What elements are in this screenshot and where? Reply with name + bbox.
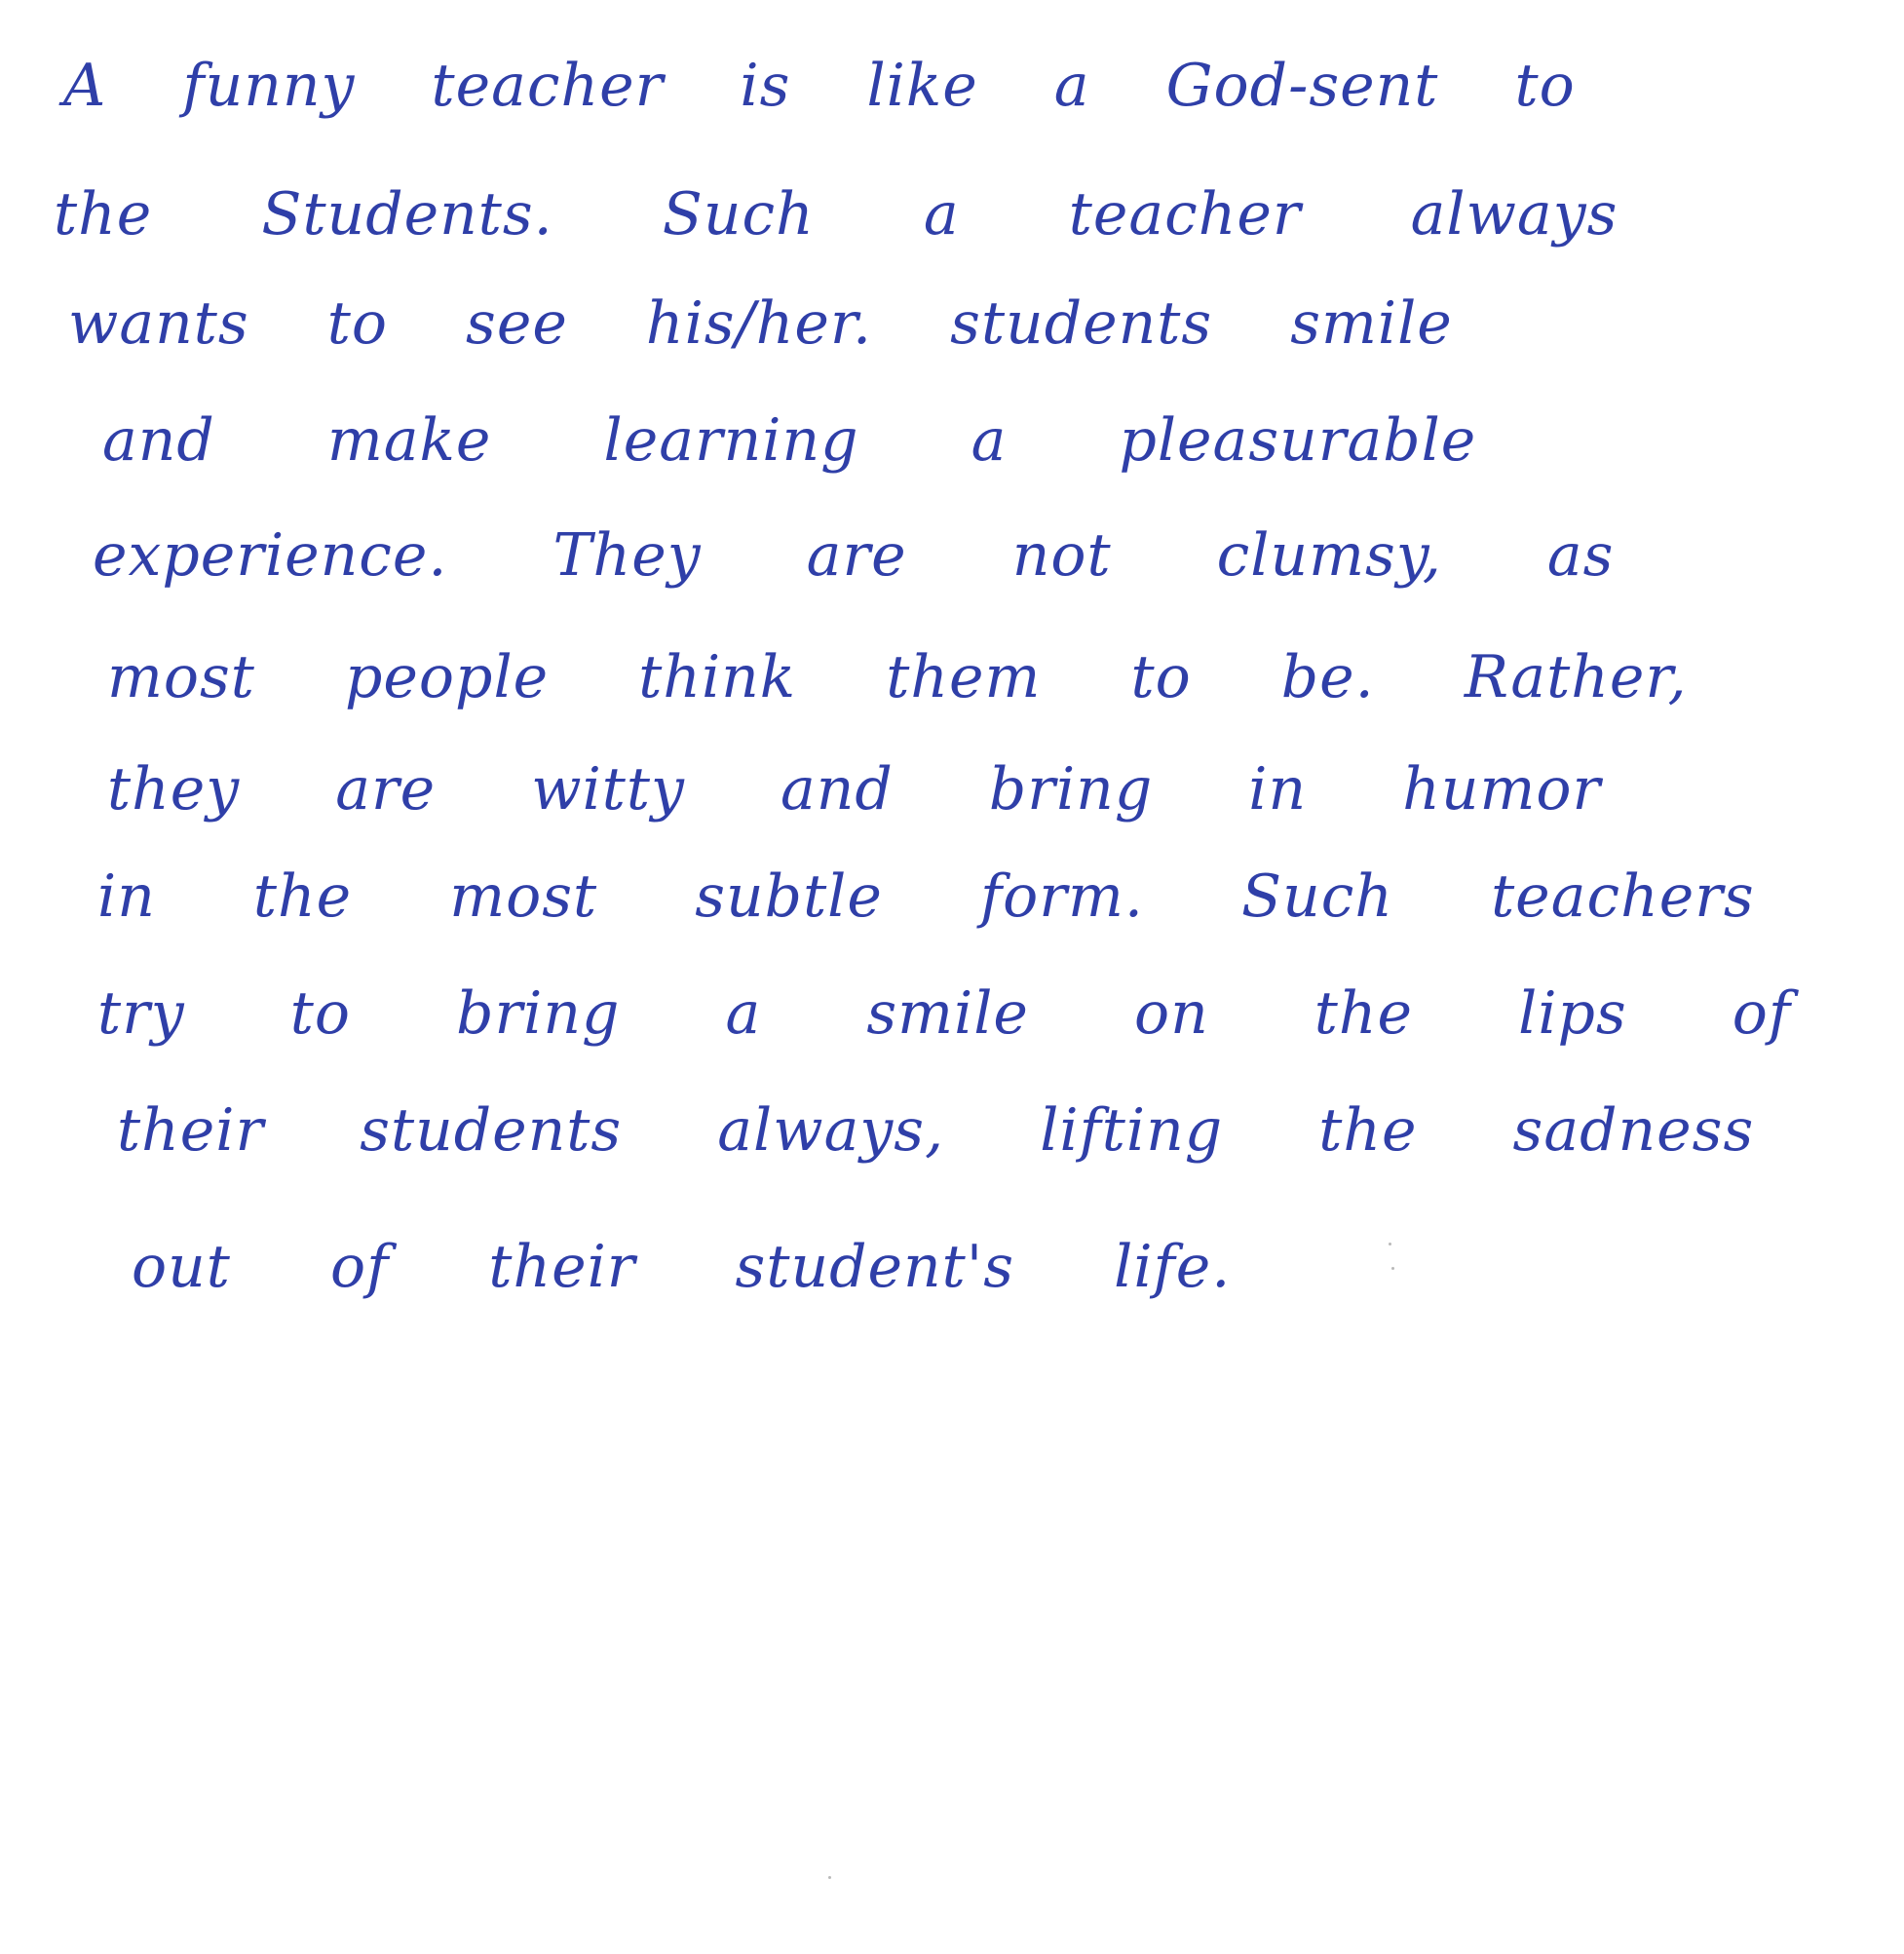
paper-speck — [828, 1876, 831, 1879]
text-line-7: they are witty and bring in humor — [107, 755, 1602, 824]
text-line-9: try to bring a smile on the lips of — [97, 979, 1792, 1048]
text-line-11: out of their student's life. — [132, 1233, 1232, 1301]
text-line-3: wants to see his/her. students smile — [68, 289, 1453, 358]
text-line-8: in the most subtle form. Such teachers — [97, 862, 1755, 931]
text-line-2: the Students. Such a teacher always — [54, 180, 1618, 249]
paper-speck — [1391, 1267, 1394, 1270]
text-line-4: and make learning a pleasurable — [102, 406, 1477, 475]
paper-speck — [1389, 1243, 1391, 1245]
text-line-1: A funny teacher is like a God-sent to — [63, 52, 1576, 120]
text-line-6: most people think them to be. Rather, — [107, 643, 1688, 711]
text-line-10: their students always, lifting the sadness — [117, 1096, 1755, 1165]
text-line-5: experience. They are not clumsy, as — [93, 521, 1615, 590]
